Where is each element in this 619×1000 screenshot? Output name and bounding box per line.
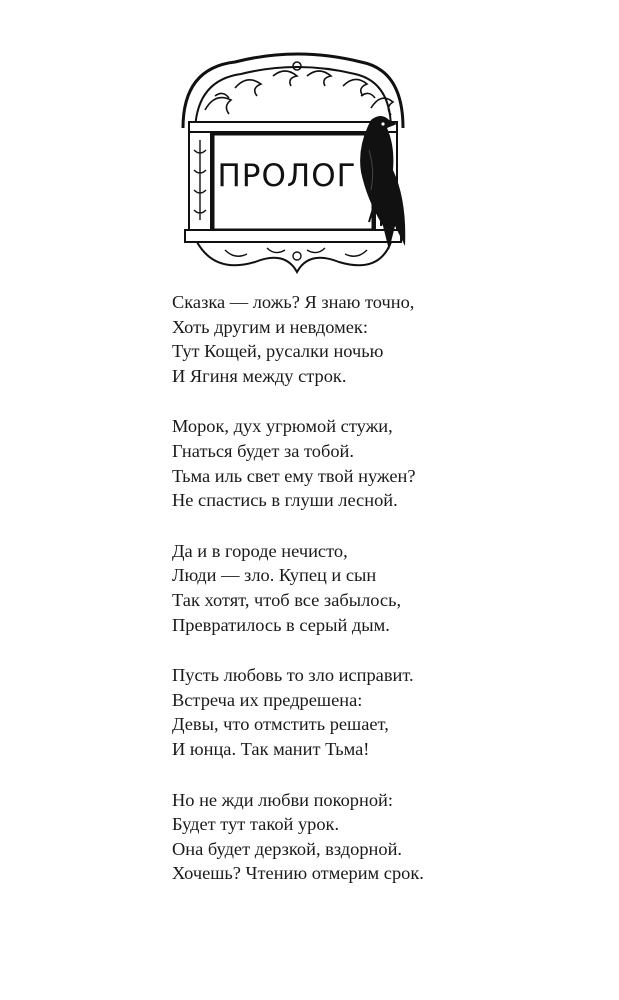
poem-line: Хочешь? Чтению отмерим срок. bbox=[172, 863, 424, 884]
poem-line: И юнца. Так манит Тьма! bbox=[172, 738, 370, 759]
poem-line: Пусть любовь то зло исправит. bbox=[172, 665, 414, 686]
chapter-title: ПРОЛОГ bbox=[217, 158, 357, 194]
poem-line: Будет тут такой урок. bbox=[172, 814, 340, 835]
stanza bbox=[172, 539, 592, 637]
poem-line: Девы, что отмстить решает, bbox=[172, 714, 389, 735]
poem-line: Хоть другим и невдомек: bbox=[172, 316, 368, 337]
poem-line: Тьма иль свет ему твой нужен? bbox=[172, 465, 416, 486]
poem-line: Она будет дерзкой, вздорной. bbox=[172, 838, 403, 859]
poem-line: И Ягиня между строк. bbox=[172, 365, 347, 386]
poem-line: Да и в городе нечисто, bbox=[172, 540, 348, 561]
poem-line: Так хотят, чтоб все забылось, bbox=[172, 589, 402, 610]
stanza bbox=[172, 290, 592, 388]
poem-line: Превратилось в серый дым. bbox=[172, 614, 390, 635]
poem-line: Встреча их предрешена: bbox=[172, 689, 363, 710]
poem bbox=[172, 290, 592, 912]
poem-line: Не спастись в глуши лесной. bbox=[172, 490, 398, 511]
stanza bbox=[172, 414, 592, 512]
stanza bbox=[172, 788, 592, 886]
poem-line: Но не жди любви покорной: bbox=[172, 789, 393, 810]
poem-line: Люди — зло. Купец и сын bbox=[172, 565, 377, 586]
poem-line: Гнаться будет за тобой. bbox=[172, 440, 354, 461]
stanza bbox=[172, 663, 592, 761]
poem-line: Сказка — ложь? Я знаю точно, bbox=[172, 292, 415, 312]
poem-line: Морок, дух угрюмой стужи, bbox=[172, 416, 393, 437]
poem-line: Тут Кощей, русалки ночью bbox=[172, 341, 384, 362]
